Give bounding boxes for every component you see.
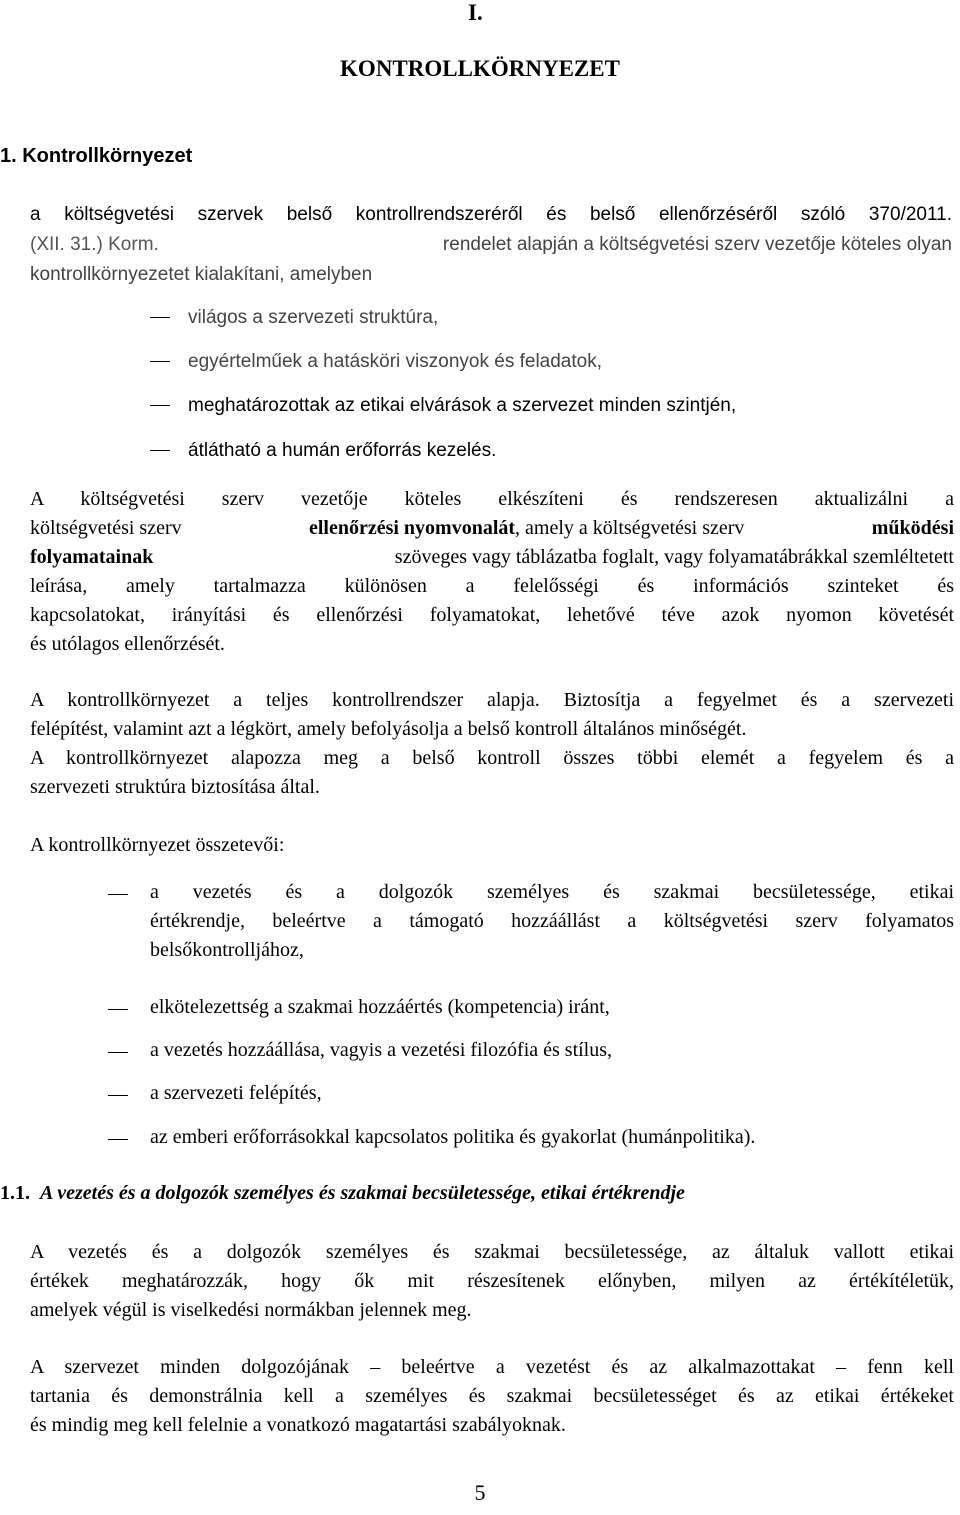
intro-line-1: a költségvetési szervek belső kontrollrendszeréről és belső ellenőrzéséről szóló 370/2011.: [30, 204, 952, 225]
dash-bullet: [150, 405, 170, 406]
dash-bullet: [150, 361, 170, 362]
dash-bullet: [108, 1139, 128, 1140]
list-item-line: értékrendje, beleértve a támogató hozzáállást a költségvetési szerv folyamatos: [150, 910, 954, 932]
dash-bullet: [150, 317, 170, 318]
emphasis-processes: folyamatainak: [30, 546, 154, 568]
list-item-line: a vezetés és a dolgozók személyes és szakmai becsületessége, etikai: [150, 881, 954, 903]
subsection-heading: [0, 1182, 685, 1205]
text-span: , amely a költségvetési szerv: [515, 517, 745, 539]
list-item: a szervezeti felépítés,: [150, 1082, 322, 1104]
emphasis-operational: működési: [871, 517, 954, 539]
dash-bullet: [150, 450, 170, 451]
text-span: szöveges vagy táblázatba foglalt, vagy folyamatábrákkal szemléltetett: [394, 546, 954, 568]
components-intro: A kontrollkörnyezet összetevői:: [30, 834, 285, 856]
paragraph-line: A vezetés és a dolgozók személyes és szakmai becsületessége, az általuk vallott etikai: [30, 1241, 954, 1263]
paragraph-line: kapcsolatokat, irányítási és ellenőrzési folyamatokat, lehetővé téve azok nyomon követését: [30, 604, 954, 626]
list-item: elkötelezettség a szakmai hozzáértés (kompetencia) iránt,: [150, 996, 610, 1018]
list-item: az emberi erőforrásokkal kapcsolatos politika és gyakorlat (humánpolitika).: [150, 1126, 756, 1148]
section-heading: 1. Kontrollkörnyezet: [0, 145, 193, 167]
paragraph-line: amelyek végül is viselkedési normákban jelennek meg.: [30, 1299, 472, 1321]
chapter-title: KONTROLLKÖRNYEZET: [340, 56, 620, 81]
dash-bullet: [108, 1009, 128, 1010]
chapter-number: I.: [468, 0, 483, 25]
paragraph-line: felépítést, valamint azt a légkört, amely befolyásolja a belső kontroll általános minőségét.: [30, 718, 747, 740]
paragraph-line: A szervezet minden dolgozójának – beleértve a vezetést és az alkalmazottakat – fenn kell: [30, 1356, 954, 1378]
dash-bullet: [108, 894, 128, 895]
paragraph-line: tartania és demonstrálnia kell a személyes és szakmai becsületességet és az etikai értékeket: [30, 1385, 954, 1407]
list-item: meghatározottak az etikai elvárások a szervezet minden szintjén,: [188, 395, 737, 416]
paragraph-line: A költségvetési szerv vezetője köteles elkészíteni és rendszeresen aktualizálni a: [30, 488, 954, 510]
list-item: átlátható a humán erőforrás kezelés.: [188, 440, 497, 461]
text-span: költségvetési szerv: [30, 517, 182, 539]
paragraph-line: A kontrollkörnyezet alapozza meg a belső kontroll összes többi elemét a fegyelem és a: [30, 747, 954, 769]
paragraph-line: értékek meghatározzák, hogy ők mit részesítenek előnyben, milyen az értékítéletük,: [30, 1270, 954, 1292]
intro-line-2-rest: rendelet alapján a költségvetési szerv vezetője köteles olyan: [442, 234, 952, 255]
paragraph-line: és mindig meg kell felelnie a vonatkozó magatartási szabályoknak.: [30, 1414, 566, 1436]
subsection-number: 1.1.: [0, 1182, 30, 1204]
paragraph-line: leírása, amely tartalmazza különösen a felelősségi és információs szinteket és: [30, 575, 954, 597]
intro-line-3: kontrollkörnyezetet kialakítani, amelyben: [30, 264, 373, 285]
intro-line-2: [30, 234, 952, 256]
list-item-line: belsőkontrolljához,: [150, 939, 304, 961]
list-item: világos a szervezeti struktúra,: [188, 307, 439, 328]
dash-bullet: [108, 1052, 128, 1053]
list-item: a vezetés hozzáállása, vagyis a vezetési filozófia és stílus,: [150, 1039, 613, 1061]
dash-bullet: [108, 1095, 128, 1096]
emphasis-audit-trail: ellenőrzési nyomvonalát: [308, 517, 516, 539]
paragraph-line: és utólagos ellenőrzését.: [30, 633, 225, 655]
paragraph-line: A kontrollkörnyezet a teljes kontrollrendszer alapja. Biztosítja a fegyelmet és a szervezeti: [30, 689, 954, 711]
page-number: 5: [474, 1480, 486, 1505]
list-item: egyértelműek a hatásköri viszonyok és feladatok,: [188, 351, 602, 372]
paragraph-line: [30, 517, 954, 540]
intro-line-2-grey: (XII. 31.) Korm.: [30, 234, 159, 255]
paragraph-line: [30, 546, 954, 569]
subsection-title: A vezetés és a dolgozók személyes és szakmai becsületessége, etikai értékrendje: [40, 1182, 685, 1204]
paragraph-line: szervezeti struktúra biztosítása által.: [30, 776, 320, 798]
text-span: [309, 517, 744, 540]
